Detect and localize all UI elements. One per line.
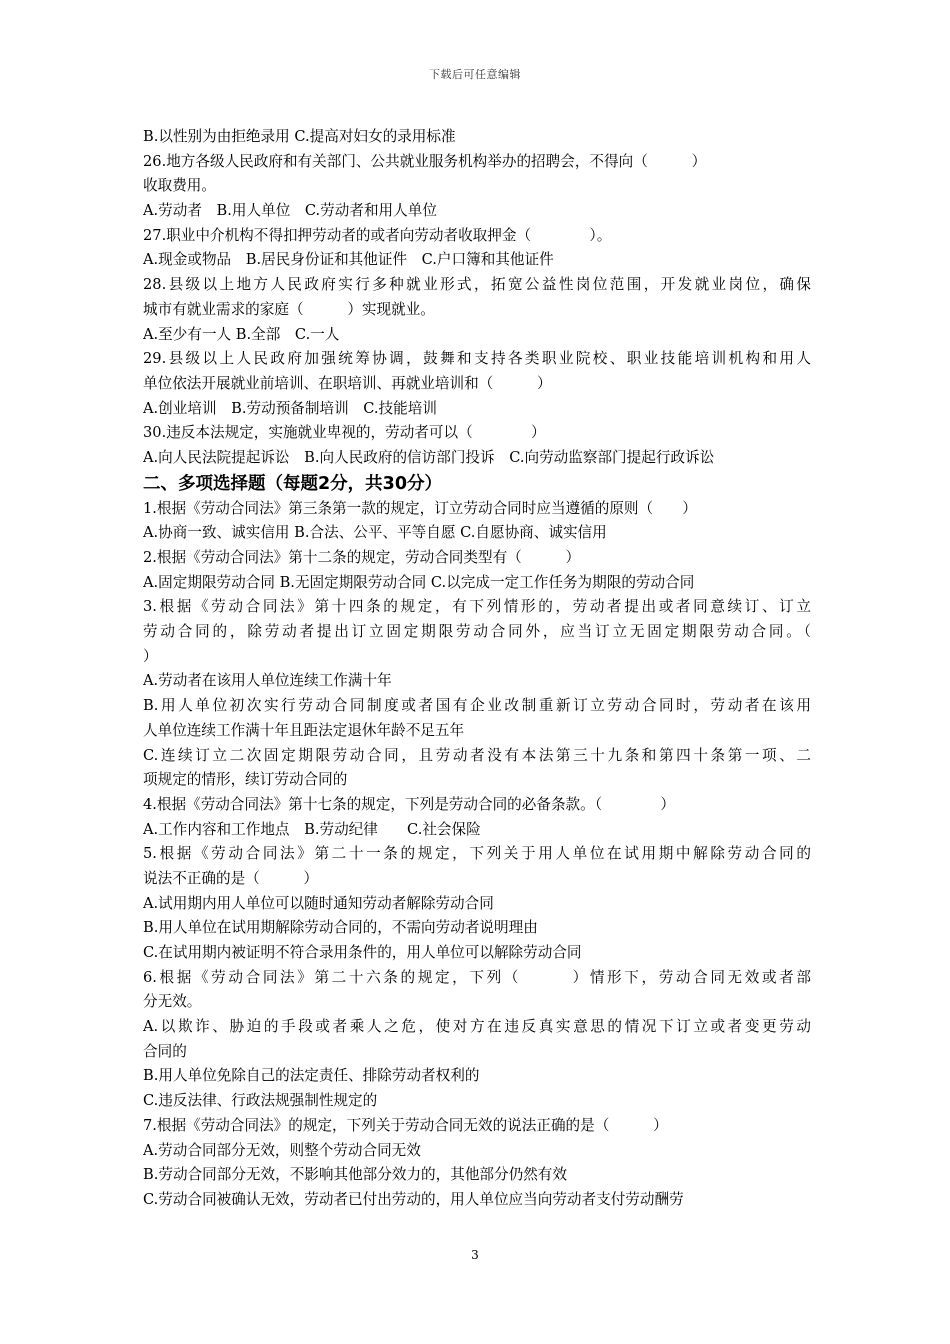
text-line: 人单位连续工作满十年且距法定退休年龄不足五年 bbox=[143, 721, 465, 739]
multiple-choice-section bbox=[143, 497, 811, 1213]
text-line: 28.县级以上地方人民政府实行多种就业形式，拓宽公益性岗位范围，开发就业岗位，确保 bbox=[143, 276, 811, 294]
page-number: 3 bbox=[471, 1248, 479, 1262]
text-line: ） bbox=[143, 647, 158, 665]
text-line: 3.根据《劳动合同法》第十四条的规定，有下列情形的，劳动者提出或者同意续订、订立 bbox=[143, 598, 811, 616]
text-line: 项规定的情形，续订劳动合同的 bbox=[143, 771, 348, 789]
text-line: 29.县级以上人民政府加强统筹协调，鼓舞和支持各类职业院校、职业技能培训机构和用人 bbox=[143, 350, 811, 368]
text-line: B.用人单位免除自己的法定责任、排除劳动者权利的 bbox=[143, 1067, 480, 1085]
text-line: C.连续订立二次固定期限劳动合同，且劳动者没有本法第三十九条和第四十条第一项、二 bbox=[143, 746, 811, 764]
text-line: 收取费用。 bbox=[143, 177, 216, 195]
text-line: 单位依法开展就业前培训、在职培训、再就业培训和（ ） bbox=[143, 374, 552, 392]
text-line: 30.违反本法规定，实施就业卑视的，劳动者可以（ ） bbox=[143, 424, 546, 442]
text-line: 4.根据《劳动合同法》第十七条的规定，下列是劳动合同的必备条款。（ ） bbox=[143, 795, 676, 813]
document-body bbox=[143, 125, 811, 1213]
text-line: A.劳动者 B.用人单位 C.劳动者和用人单位 bbox=[143, 202, 437, 220]
text-line: A.劳动者在该用人单位连续工作满十年 bbox=[143, 672, 392, 690]
text-line: C.在试用期内被证明不符合录用条件的，用人单位可以解除劳动合同 bbox=[143, 944, 582, 961]
text-line: 劳动合同的，除劳动者提出订立固定期限劳动合同外，应当订立无固定期限劳动合同。（ bbox=[143, 623, 811, 641]
text-line: 分无效。 bbox=[143, 993, 202, 1011]
text-line: A.现金或物品 B.居民身份证和其他证件 C.户口簿和其他证件 bbox=[143, 251, 554, 269]
page-header: 下载后可任意编辑 bbox=[429, 68, 521, 81]
text-line: C.违反法律、行政法规强制性规定的 bbox=[143, 1092, 378, 1110]
text-line: A.向人民法院提起诉讼 B.向人民政府的信访部门投诉 C.向劳动监察部门提起行政诉讼 bbox=[143, 448, 715, 466]
text-line: 7.根据《劳动合同法》的规定，下列关于劳动合同无效的说法正确的是（ ） bbox=[143, 1116, 668, 1134]
text-line: B.以性别为由拒绝录用 C.提高对妇女的录用标准 bbox=[143, 128, 456, 145]
text-line: 27.职业中介机构不得扣押劳动者的或者向劳动者收取押金（ ）。 bbox=[143, 226, 612, 244]
text-line: B.用人单位在试用期解除劳动合同的，不需向劳动者说明理由 bbox=[143, 919, 538, 937]
text-line: A.固定期限劳动合同 B.无固定期限劳动合同 C.以完成一定工作任务为期限的劳动合同 bbox=[143, 573, 695, 591]
text-line: A.试用期内用人单位可以随时通知劳动者解除劳动合同 bbox=[143, 894, 494, 912]
text-line: A.工作内容和工作地点 B.劳动纪律 C.社会保险 bbox=[143, 820, 481, 838]
text-line: 说法不正确的是（ ） bbox=[143, 869, 319, 887]
text-line: 合同的 bbox=[143, 1042, 187, 1060]
text-line: A.创业培训 B.劳动预备制培训 C.技能培训 bbox=[143, 399, 437, 417]
text-line: B.用人单位初次实行劳动合同制度或者国有企业改制重新订立劳动合同时，劳动者在该用 bbox=[143, 697, 811, 715]
single-choice-continuation bbox=[143, 125, 811, 471]
text-line: A.劳动合同部分无效，则整个劳动合同无效 bbox=[143, 1141, 421, 1159]
text-line: 1.根据《劳动合同法》第三条第一款的规定，订立劳动合同时应当遵循的原则（ ） bbox=[143, 499, 697, 517]
text-line: B.劳动合同部分无效，不影响其他部分效力的，其他部分仍然有效 bbox=[143, 1166, 567, 1184]
section-title: 二、多项选择题（每题2分，共30分） bbox=[143, 473, 443, 494]
text-line: 城市有就业需求的家庭（ ）实现就业。 bbox=[143, 300, 435, 318]
text-line: 2.根据《劳动合同法》第十二条的规定，劳动合同类型有（ ） bbox=[143, 549, 581, 566]
text-line: C.劳动合同被确认无效，劳动者已付出劳动的，用人单位应当向劳动者支付劳动酬劳 bbox=[143, 1190, 684, 1208]
text-line: A.至少有一人 B.全部 C.一人 bbox=[143, 325, 340, 343]
text-line: 26.地方各级人民政府和有关部门、公共就业服务机构举办的招聘会，不得向（ ） bbox=[143, 152, 707, 170]
text-line: A.协商一致、诚实信用 B.合法、公平、平等自愿 C.自愿协商、诚实信用 bbox=[143, 524, 607, 542]
text-line: 5.根据《劳动合同法》第二十一条的规定，下列关于用人单位在试用期中解除劳动合同的 bbox=[143, 845, 811, 863]
text-line: 6.根据《劳动合同法》第二十六条的规定，下列（ ）情形下，劳动合同无效或者部 bbox=[143, 968, 811, 986]
text-line: A.以欺诈、胁迫的手段或者乘人之危，使对方在违反真实意思的情况下订立或者变更劳动 bbox=[143, 1018, 811, 1036]
